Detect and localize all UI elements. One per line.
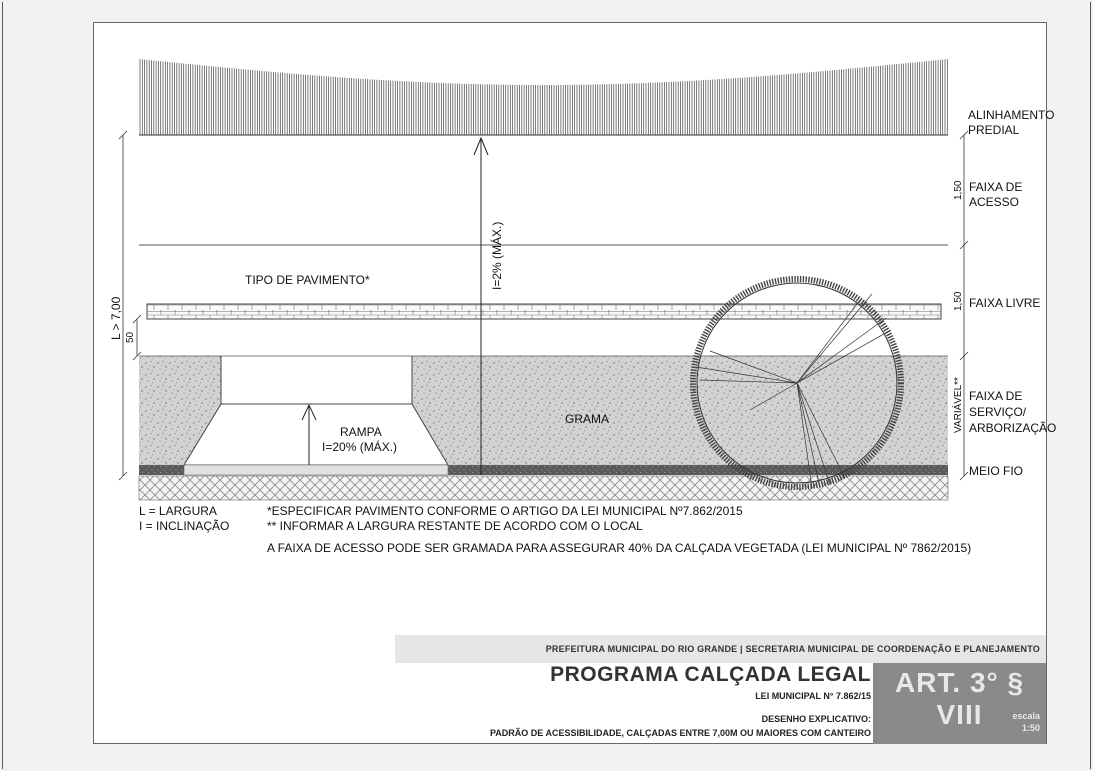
service-strip-label-line1: FAIXA DE — [969, 389, 1023, 403]
law-reference: LEI MUNICIPAL N° 7.862/15 — [755, 691, 871, 701]
service-strip-label-line2: SERVIÇO/ — [969, 405, 1027, 419]
article-title: ART. 3° § VIII — [894, 667, 1025, 730]
ramp-inclination-label: I=20% (MÁX.) — [322, 440, 398, 454]
article-box — [873, 663, 1046, 744]
note-paving: *ESPECIFICAR PAVIMENTO CONFORME O ARTIGO DA LEI MUNICIPAL Nº7.862/2015 — [267, 504, 743, 518]
free-dimension: 1,50 — [953, 291, 964, 311]
alignment-label-line2: PREDIAL — [968, 123, 1020, 137]
legend-width: L = LARGURA — [139, 504, 217, 518]
legend-inclination: I = INCLINAÇÃO — [139, 519, 230, 533]
scale-label: escala — [1012, 711, 1040, 721]
alignment-label-line1: ALINHAMENTO — [968, 108, 1055, 122]
service-strip-label-line3: ARBORIZAÇÃO — [969, 421, 1057, 435]
offset-dimension: 50 — [125, 331, 136, 343]
drawing-subject: PADRÃO DE ACESSIBILIDADE, CALÇADAS ENTRE 7,00M OU MAIORES COM CANTEIRO — [489, 728, 871, 738]
access-strip-label-line1: FAIXA DE — [969, 180, 1023, 194]
curb-label: MEIO FIO — [969, 464, 1023, 478]
free-strip-label: FAIXA LIVRE — [969, 296, 1041, 310]
inclination-label: I=2% (MÁX.) — [490, 221, 504, 290]
ramp-side-right — [412, 356, 948, 465]
note-grass: A FAIXA DE ACESSO PODE SER GRAMADA PARA ASSEGURAR 40% DA CALÇADA VEGETADA (LEI MUNICIPAL Nº 7862/2015) — [267, 541, 972, 555]
paving-type-label: TIPO DE PAVIMENTO* — [245, 273, 370, 287]
organization-band: PREFEITURA MUNICIPAL DO RIO GRANDE | SECRETARIA MUNICIPAL DE COORDENAÇÃO E PLANEJAMENTO — [395, 635, 1046, 663]
note-width: ** INFORMAR A LARGURA RESTANTE DE ACORDO COM O LOCAL — [267, 519, 643, 533]
building-facade — [140, 59, 947, 135]
drawing-description — [300, 712, 871, 740]
grass-label: GRAMA — [565, 412, 610, 426]
scale-value: 1:50 — [1021, 723, 1040, 733]
service-dimension: VARIÁVEL** — [953, 377, 964, 433]
access-dimension: 1,50 — [953, 180, 964, 200]
program-title: PROGRAMA CALÇADA LEGAL — [550, 663, 871, 686]
access-strip-label-line2: ACESSO — [969, 195, 1020, 209]
width-dimension: L > 7,00 — [109, 296, 123, 340]
ramp-label: RAMPA — [340, 425, 382, 439]
drawing-type: DESENHO EXPLICATIVO: — [761, 714, 871, 724]
